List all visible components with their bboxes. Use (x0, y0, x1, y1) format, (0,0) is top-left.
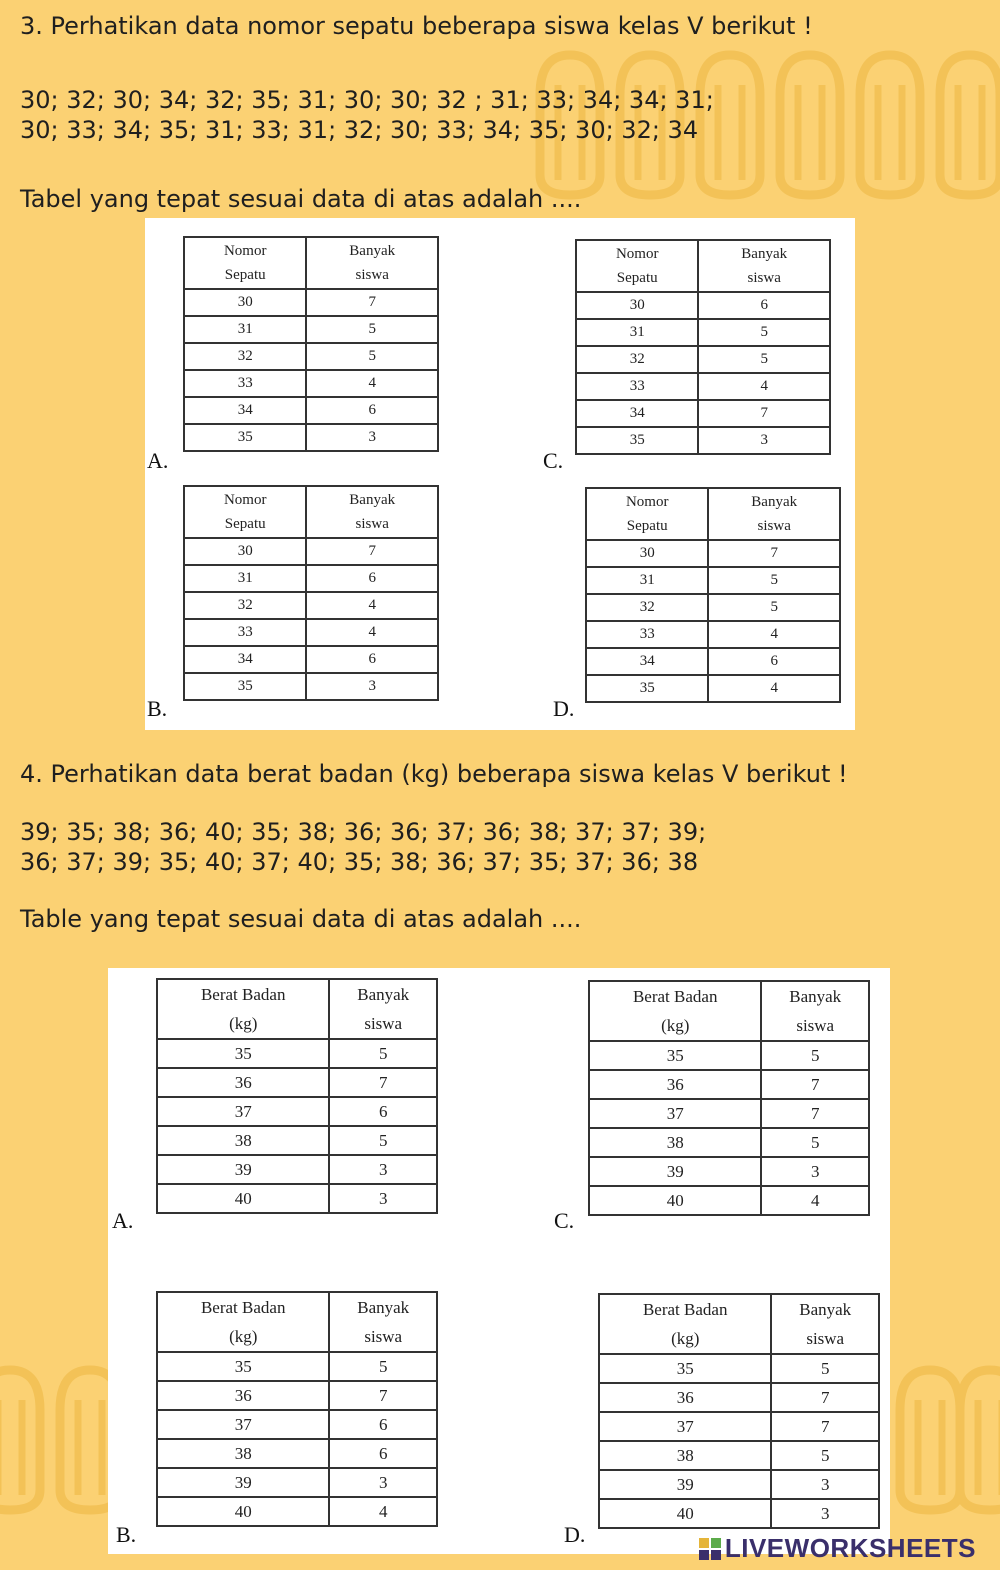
table-cell: 39 (157, 1468, 329, 1497)
table-cell: 30 (586, 540, 708, 567)
table-row (586, 648, 840, 675)
table-cell: 3 (306, 673, 438, 700)
question-3-data-line-1: 30; 32; 30; 34; 32; 35; 31; 30; 30; 32 ; 31; 33; 34; 34; 31; (20, 86, 714, 114)
table-cell: 7 (329, 1381, 437, 1410)
table-cell: 32 (184, 343, 306, 370)
table-header-col1: Berat Badan (kg) (599, 1294, 771, 1354)
table-header-col2: Banyak siswa (761, 981, 869, 1041)
table-cell: 7 (306, 538, 438, 565)
table-cell: 5 (761, 1128, 869, 1157)
table-cell: 35 (589, 1041, 761, 1070)
table-cell: 34 (184, 646, 306, 673)
question-3-data-line-2: 30; 33; 34; 35; 31; 33; 31; 32; 30; 33; 34; 35; 30; 32; 34 (20, 116, 699, 144)
table-header-col1: Berat Badan (kg) (157, 979, 329, 1039)
table-row (157, 1352, 437, 1381)
table-cell: 38 (589, 1128, 761, 1157)
table-cell: 5 (708, 594, 840, 621)
table-cell: 38 (599, 1441, 771, 1470)
table-row (599, 1441, 879, 1470)
question-4-options-panel (108, 968, 890, 1554)
q3-option-b-label: B. (147, 696, 168, 721)
table-row (586, 675, 840, 702)
table-cell: 4 (761, 1186, 869, 1215)
table-cell: 3 (761, 1157, 869, 1186)
table-cell: 7 (306, 289, 438, 316)
table-cell: 5 (761, 1041, 869, 1070)
table-cell: 3 (329, 1468, 437, 1497)
table-cell: 5 (329, 1352, 437, 1381)
table-header-col2: Banyak siswa (306, 486, 438, 538)
table-header-col2: Banyak siswa (708, 488, 840, 540)
q4-option-a-label: A. (112, 1208, 134, 1233)
question-4-text: 4. Perhatikan data berat badan (kg) beberapa siswa kelas V berikut ! (20, 760, 848, 788)
table-cell: 7 (771, 1412, 879, 1441)
table-cell: 40 (157, 1497, 329, 1526)
table-row (589, 1128, 869, 1157)
table-row (599, 1354, 879, 1383)
table-header-col2: Banyak siswa (329, 979, 437, 1039)
table-cell: 5 (306, 343, 438, 370)
table-cell: 33 (184, 370, 306, 397)
table-cell: 32 (184, 592, 306, 619)
table-cell: 7 (761, 1099, 869, 1128)
table-cell: 3 (771, 1499, 879, 1528)
table-row (589, 1099, 869, 1128)
q3-option-d-label: D. (553, 696, 575, 721)
table-header-col2: Banyak siswa (306, 237, 438, 289)
q4-option-c-table (588, 980, 870, 1216)
table-cell: 5 (329, 1039, 437, 1068)
table-row (157, 1155, 437, 1184)
table-cell: 6 (329, 1439, 437, 1468)
q4-option-d-label: D. (564, 1522, 586, 1547)
table-row (184, 592, 438, 619)
table-cell: 39 (589, 1157, 761, 1186)
table-cell: 40 (157, 1184, 329, 1213)
table-cell: 39 (157, 1155, 329, 1184)
table-cell: 5 (306, 316, 438, 343)
table-cell: 36 (157, 1068, 329, 1097)
table-row (576, 373, 830, 400)
question-4-data-line-1: 39; 35; 38; 36; 40; 35; 38; 36; 36; 37; 36; 38; 37; 37; 39; (20, 818, 707, 846)
table-row (589, 1070, 869, 1099)
q3-option-d-table (585, 487, 841, 703)
table-row (157, 1097, 437, 1126)
table-row (184, 343, 438, 370)
table-row (599, 1499, 879, 1528)
table-cell: 34 (576, 400, 698, 427)
table-cell: 4 (306, 370, 438, 397)
table-cell: 5 (771, 1441, 879, 1470)
table-cell: 4 (708, 621, 840, 648)
table-row (576, 346, 830, 373)
table-row (599, 1383, 879, 1412)
table-cell: 37 (157, 1097, 329, 1126)
table-row (157, 1468, 437, 1497)
liveworksheets-logo-icon (699, 1538, 721, 1560)
table-cell: 37 (599, 1412, 771, 1441)
table-cell: 30 (576, 292, 698, 319)
table-row (599, 1470, 879, 1499)
table-header-col1: Nomor Sepatu (184, 237, 306, 289)
table-cell: 7 (329, 1068, 437, 1097)
table-cell: 7 (761, 1070, 869, 1099)
table-row (599, 1412, 879, 1441)
table-cell: 31 (586, 567, 708, 594)
table-row (184, 289, 438, 316)
table-cell: 4 (329, 1497, 437, 1526)
table-cell: 38 (157, 1439, 329, 1468)
table-cell: 40 (589, 1186, 761, 1215)
q4-option-d-table (598, 1293, 880, 1529)
table-cell: 37 (589, 1099, 761, 1128)
table-row (576, 400, 830, 427)
table-cell: 6 (708, 648, 840, 675)
table-cell: 31 (184, 316, 306, 343)
table-row (586, 594, 840, 621)
table-cell: 6 (329, 1410, 437, 1439)
q3-option-c-label: C. (543, 448, 564, 473)
table-row (157, 1126, 437, 1155)
table-cell: 5 (698, 346, 830, 373)
table-cell: 3 (329, 1184, 437, 1213)
table-row (589, 1186, 869, 1215)
table-cell: 35 (184, 673, 306, 700)
q4-option-c-label: C. (554, 1208, 575, 1233)
table-row (157, 1039, 437, 1068)
table-row (184, 397, 438, 424)
table-cell: 34 (184, 397, 306, 424)
table-cell: 32 (586, 594, 708, 621)
table-cell: 34 (586, 648, 708, 675)
table-row (157, 1068, 437, 1097)
table-cell: 4 (306, 592, 438, 619)
question-4-prompt: Table yang tepat sesuai data di atas adalah .... (20, 905, 582, 933)
table-cell: 33 (586, 621, 708, 648)
table-cell: 7 (698, 400, 830, 427)
table-row (576, 427, 830, 454)
q3-option-a-label: A. (147, 448, 169, 473)
table-cell: 6 (306, 397, 438, 424)
table-cell: 36 (157, 1381, 329, 1410)
table-row (184, 424, 438, 451)
table-row (184, 538, 438, 565)
table-header-col2: Banyak siswa (771, 1294, 879, 1354)
table-cell: 30 (184, 538, 306, 565)
table-row (184, 565, 438, 592)
table-header-col2: Banyak siswa (329, 1292, 437, 1352)
table-cell: 3 (329, 1155, 437, 1184)
liveworksheets-logo[interactable] (699, 1533, 976, 1564)
table-header-col1: Nomor Sepatu (576, 240, 698, 292)
table-header-col1: Nomor Sepatu (184, 486, 306, 538)
table-row (184, 646, 438, 673)
q3-option-c-table (575, 239, 831, 455)
table-cell: 35 (586, 675, 708, 702)
table-cell: 7 (708, 540, 840, 567)
table-row (184, 673, 438, 700)
table-cell: 4 (698, 373, 830, 400)
table-row (586, 621, 840, 648)
table-row (184, 370, 438, 397)
q3-option-b-table (183, 485, 439, 701)
q4-option-a-table (156, 978, 438, 1214)
liveworksheets-logo-text: LIVEWORKSHEETS (724, 1533, 976, 1563)
table-row (157, 1184, 437, 1213)
table-cell: 4 (708, 675, 840, 702)
table-row (576, 292, 830, 319)
table-cell: 35 (157, 1039, 329, 1068)
table-cell: 35 (576, 427, 698, 454)
table-cell: 37 (157, 1410, 329, 1439)
table-cell: 35 (157, 1352, 329, 1381)
table-cell: 35 (184, 424, 306, 451)
table-cell: 6 (698, 292, 830, 319)
table-cell: 31 (184, 565, 306, 592)
table-row (586, 540, 840, 567)
question-3-options-panel (145, 218, 855, 730)
table-cell: 5 (329, 1126, 437, 1155)
table-cell: 7 (771, 1383, 879, 1412)
table-header-col1: Berat Badan (kg) (589, 981, 761, 1041)
table-cell: 3 (698, 427, 830, 454)
question-4-data-line-2: 36; 37; 39; 35; 40; 37; 40; 35; 38; 36; 37; 35; 37; 36; 38 (20, 848, 699, 876)
table-cell: 4 (306, 619, 438, 646)
q3-option-a-table (183, 236, 439, 452)
table-header-col1: Berat Badan (kg) (157, 1292, 329, 1352)
table-row (157, 1497, 437, 1526)
table-cell: 33 (576, 373, 698, 400)
table-cell: 5 (771, 1354, 879, 1383)
table-cell: 35 (599, 1354, 771, 1383)
table-row (184, 619, 438, 646)
table-cell: 38 (157, 1126, 329, 1155)
table-cell: 40 (599, 1499, 771, 1528)
table-row (184, 316, 438, 343)
table-cell: 31 (576, 319, 698, 346)
table-row (157, 1381, 437, 1410)
table-cell: 6 (329, 1097, 437, 1126)
q4-option-b-label: B. (116, 1522, 137, 1547)
table-row (586, 567, 840, 594)
table-cell: 6 (306, 565, 438, 592)
table-cell: 3 (306, 424, 438, 451)
table-cell: 39 (599, 1470, 771, 1499)
table-header-col2: Banyak siswa (698, 240, 830, 292)
table-row (589, 1157, 869, 1186)
table-row (157, 1439, 437, 1468)
table-row (589, 1041, 869, 1070)
table-cell: 3 (771, 1470, 879, 1499)
question-3-prompt: Tabel yang tepat sesuai data di atas adalah .... (20, 185, 582, 213)
table-cell: 33 (184, 619, 306, 646)
q4-option-b-table (156, 1291, 438, 1527)
table-header-col1: Nomor Sepatu (586, 488, 708, 540)
table-row (576, 319, 830, 346)
table-cell: 36 (599, 1383, 771, 1412)
table-cell: 30 (184, 289, 306, 316)
table-cell: 36 (589, 1070, 761, 1099)
table-cell: 5 (698, 319, 830, 346)
table-cell: 5 (708, 567, 840, 594)
table-row (157, 1410, 437, 1439)
table-cell: 6 (306, 646, 438, 673)
table-cell: 32 (576, 346, 698, 373)
question-3-text: 3. Perhatikan data nomor sepatu beberapa siswa kelas V berikut ! (20, 12, 813, 40)
